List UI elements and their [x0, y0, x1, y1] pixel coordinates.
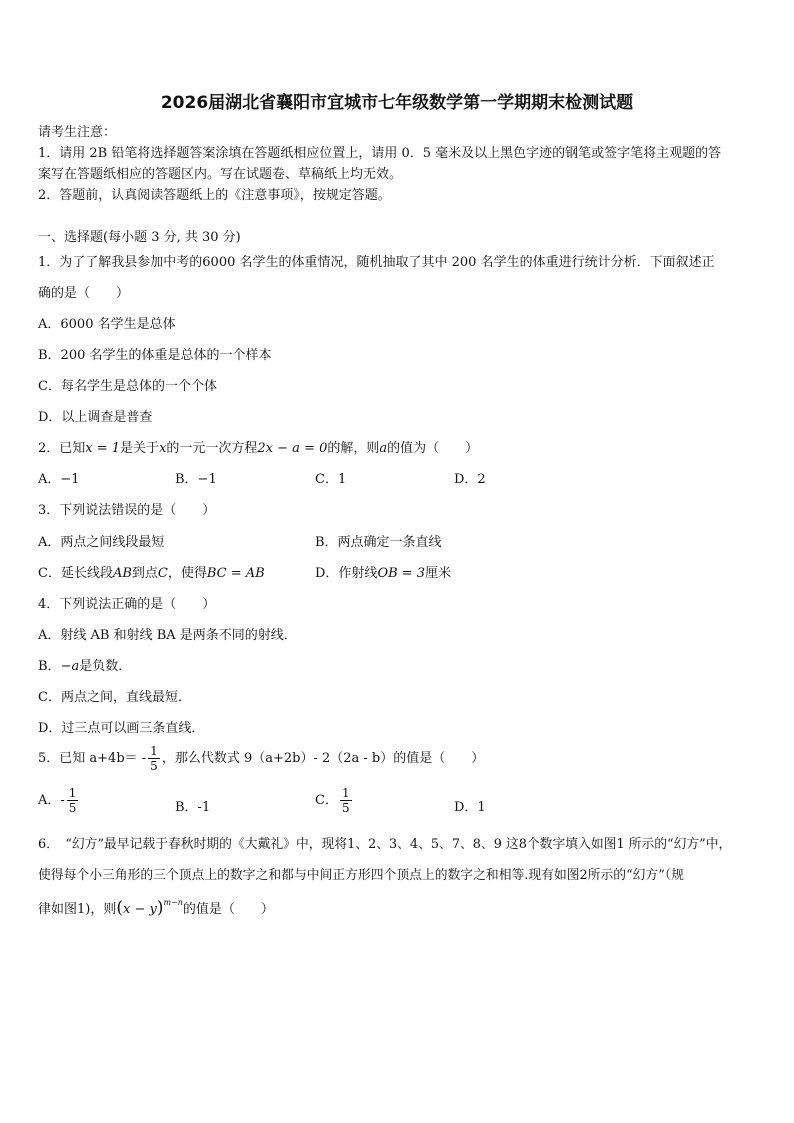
q6-stem-line-1: 6． “幻方”最早记载于春秋时期的《大戴礼》中，现将1、2、3、4、5、7、8、9 这8个数字填入如图1 所示的“幻方”中， — [38, 837, 732, 852]
q2-text-5: 的值为（ ） — [387, 441, 479, 456]
q3-d-text-2: 厘米 — [425, 566, 452, 581]
q4-option-c: C．两点之间，直线最短． — [38, 690, 191, 705]
q6-paren-open: ( — [116, 898, 123, 918]
q2-text-3: 的一元一次方程 — [166, 441, 258, 456]
q2-text-4: 的解，则 — [327, 441, 380, 456]
q2-text-2: 是关于 — [120, 441, 160, 456]
section-heading: 一、选择题(每小题 3 分, 共 30 分) — [38, 230, 241, 245]
q5-option-d: D．1 — [454, 800, 486, 815]
q5-c-num: 1 — [341, 786, 350, 800]
q5-frac-num: 1 — [150, 744, 158, 758]
q5-a-den: 5 — [68, 801, 77, 815]
q5-option-b: B．-1 — [175, 800, 211, 815]
q1-option-d: D．以上调查是普查 — [38, 410, 153, 425]
q3-c-math-1: AB — [112, 566, 132, 581]
q5-a-label: A．- — [38, 793, 65, 808]
q6-exponent: m−n — [163, 898, 183, 907]
notice-item-2: 2．答题前，认真阅读答题纸上的《注意事项》，按规定答题。 — [38, 188, 391, 203]
q3-d-text-1: D．作射线 — [315, 566, 378, 581]
q4-stem: 4．下列说法正确的是（ ） — [38, 597, 216, 612]
q3-c-text-1: C．延长线段 — [38, 566, 113, 581]
q3-c-text-2: 到点 — [131, 566, 158, 581]
q2-stem — [38, 437, 478, 456]
notice-item-1b: 案写在答题纸相应的答题区内。写在试题卷、草稿纸上均无效。 — [38, 167, 403, 182]
q2-math-2: x — [159, 441, 167, 456]
q2-math-4: a — [379, 441, 388, 456]
q6-stem-line-2: 使得每个小三角形的三个顶点上的数字之和都与中间正方形四个顶点上的数字之和相等.现有如图2所示的“幻方”（规 — [38, 868, 684, 883]
q6-text-2: 的值是（ ） — [182, 902, 274, 917]
q3-option-b: B．两点确定一条直线 — [315, 535, 442, 550]
q6-paren-close: ) — [156, 898, 164, 918]
q6-math: x − y — [122, 902, 157, 917]
q4-option-a: A．射线 AB 和射线 BA 是两条不同的射线． — [38, 628, 297, 643]
q3-option-c — [38, 562, 265, 581]
q3-option-d — [315, 562, 451, 581]
q5-c-label: C． — [315, 793, 338, 808]
q4-option-b — [38, 655, 131, 674]
q3-c-math-2: C — [157, 566, 168, 581]
q5-text-1: 5．已知 a+4b＝ - — [38, 751, 147, 766]
q3-d-math: OB = 3 — [377, 566, 426, 581]
q2-math-3: 2x − a = 0 — [257, 441, 328, 456]
q1-option-b: B．200 名学生的体重是总体的一个样本 — [38, 348, 272, 363]
q6-text-1: 律如图1)，则 — [38, 902, 117, 917]
q5-frac-den: 5 — [150, 759, 158, 773]
q4-option-d: D．过三点可以画三条直线． — [38, 721, 205, 736]
q1-option-a: A．6000 名学生是总体 — [38, 317, 176, 332]
q5-fraction — [148, 744, 160, 773]
q2-option-c: C．1 — [315, 472, 347, 487]
q1-option-c: C．每名学生是总体的一个个体 — [38, 379, 217, 394]
q2-option-b: B．−1 — [175, 472, 217, 487]
q2-option-a: A．−1 — [38, 472, 80, 487]
q5-c-fraction — [340, 786, 352, 815]
page-title: 2026届湖北省襄阳市宜城市七年级数学第一学期期末检测试题 — [160, 93, 634, 113]
q5-option-a — [38, 786, 80, 815]
q1-stem-a: 1．为了了解我县参加中考的6000 名学生的体重情况，随机抽取了其中 200 名学生的体重进行统计分析．下面叙述正 — [38, 255, 715, 270]
q2-option-d: D．2 — [454, 472, 486, 487]
q5-a-num: 1 — [68, 786, 77, 800]
q5-stem — [38, 744, 484, 773]
q4-b-label: B． — [38, 659, 61, 674]
q5-text-2: ，那么代数式 9（a+2b）- 2（2a - b）的值是（ ） — [161, 751, 485, 766]
q4-b-math: −a — [60, 659, 80, 674]
q5-option-c — [315, 786, 354, 815]
q6-stem-line-3 — [38, 898, 274, 918]
q3-stem: 3．下列说法错误的是（ ） — [38, 503, 216, 518]
notice-item-1a: 1．请用 2B 铅笔将选择题答案涂填在答题纸相应位置上，请用 0．5 毫米及以上黑色字迹的钢笔或签字笔将主观题的答 — [38, 146, 722, 161]
q3-c-math-3: BC = AB — [206, 566, 265, 581]
q3-c-text-3: ，使得 — [167, 566, 207, 581]
q1-stem-b: 确的是（ ） — [38, 286, 130, 301]
q5-c-den: 5 — [341, 801, 350, 815]
q3-option-a: A．两点之间线段最短 — [38, 535, 165, 550]
notice-heading: 请考生注意： — [38, 125, 117, 140]
q2-text-1: 2．已知 — [38, 441, 86, 456]
q5-a-fraction — [67, 786, 79, 815]
q2-math-1: x = 1 — [85, 441, 121, 456]
q4-b-text: 是负数． — [79, 659, 132, 674]
